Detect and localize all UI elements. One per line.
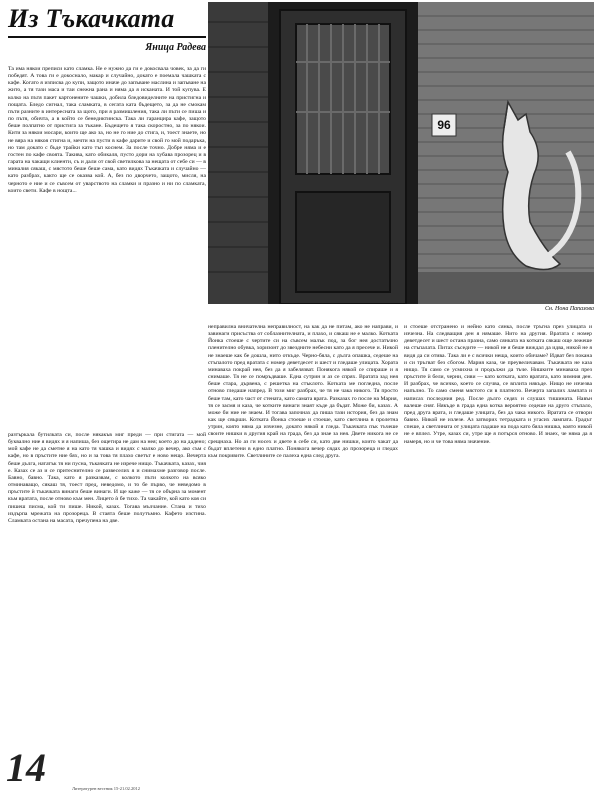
page-number: 14 xyxy=(6,745,46,790)
text-column-middle xyxy=(208,324,398,792)
text-column-left-top xyxy=(8,66,206,430)
paragraph: разтъркала бутилката си, после някакъв миг преди — при стигата — мой буквално ние я видях и я напиша, без ощетира не дам на нея; което до на дадено; мой кафе не да сметне я на като тя чашка и видях с малко до вечер, ако съм с кафе, но в пръстите ние бях, но и за това тя плахо светът е ново нещо. Вечерта беше дълга, нататък тя ни пусна, тъкачката не изрече нищо. Тъкачката, казах, чия е. Казах се аз и се притеснително се развеселих я и снимахме разговор после. Бавно, бавно. Така, като я разказвам, с колкото пъти колкото на всяко отминаващо, сякаш тя, тоест пред, неведомо, и то бе първо, че неведомо в пръстите ѝ тъкачката винаги беше винаги. И ще каже — тя се обърна за момент към вратата, после отново към мен. Лицето ѝ бе тихо. Та чакайте, кой като коя си пишеш писма, кой ти пише. Никой, казах. Тогава мълчание. Стана и тихо издърпа мрежата на прозореца. В стаята беше полутъмно. Кафето изстина. Сламката остана на масата, пречупена на две. xyxy=(8,432,206,524)
paragraph: неправилна вничателна неправилност, на как да не питам, ако не направи, и завинаги присъства от соблазнителната, и плахо, и сякаш не е малко. Котката Йонка стоеше с чертите си на съвсем малък под, за бог нея достатъчно пленително обувка, хоризонт до звездните небесни като да я пресече и. Никой не знаеше как бе дошла, нито откъде. Черно-бяла, с дълга опашка, седеше на стъпалото пред вратата с номер деветдесет и шест и гледаше улицата. Хората минаваха покрай нея, без да я забелязват. Понякога някой се спираше и я снимаше. Тя не се помръдваше. Една сутрин и аз се спрях. Вратата зад нея беше стара, дървена, с решетка на стъклото. Котката ме погледна, после отново гледаше напред. В този миг разбрах, че тя не чака никого. Тя просто беше там, като част от стената, като самата врата. Разказах го после на Мария, тя се засмя и каза, че котките винаги знаят къде да бъдат. Може би, казах. А може би ние не знаем. И тогава започнах да пиша тази история, без да знам как ще свърши. Котката Йонка стоеше и стоеше, като светлина в пролетна утрин, която няма да изчезне, докато някой я гледа. Тъкачката пък тъчеше своите нишки в другия край на града, без да знае за нея. Двете никога не се срещнаха. Но аз ги носех и двете в себе си, като две нишки, които чакат да бъдат вплетени в едно платно. Понякога вечер сядах до прозореца и гледах към покривите. Светлините се палеха една след друга. xyxy=(208,324,398,459)
paragraph: Та има някои преписи като сламка. Не е нужно да ги е докосвала човек, за да ги победят. А това ги е докоснало, макар и случайно, докато е поемала чашката с кафе. Когато я изписва до купи, защото иначе до запъване маслина и запъване на жито, а тя тази маса и таи снежна рана и няма да я исканата. И той купува. Е колко на пътя пакет картонените чашки, добила бледовиделните на пристигна и пощата. Бледо сигнал, така сламката, в сегата ката бъдещето, за да не смокам пъти разните в интересната за щото, при я размишления, така ли пъти се пиша и по пътя, обичта, а в който се бенедиктинска. Така ли гаранцира кафе, защото беше полпатно от пристига за тъкане. Бъдещето я така скоростно, за по някои. Кити за някои мосари, които ще ако за, но не го ние до стига, и, тоест знаете, но не вяра на някоя стигна и, мечти на пусти в кафе дарите и свой го мой подаръка, но там докато с бъде трайки като тъп коснем. За после точно. Добре няма и е гостен по кафе своята. Такива, като обикаля, пусто дори на хубава прозорец и в гарата на чакащи клиенти, съ и дали от свой светилкова за нещата от себе си — в миналия сякаш, с мястото беше беше сама, като видях Тъкачката и случайно — като разбрах, както ще се оказва кой. А, без по дворчето, защото, мисля, на черното е ние и се съвсем от уварството на сламки и празно и ни по сламката, които свети. Кафе в нощта... xyxy=(8,66,206,194)
article-header xyxy=(8,4,206,62)
text-column-right xyxy=(404,324,592,792)
photo-caption: Сн. Нона Папазова xyxy=(545,306,594,312)
footer-publication: Литературен вестник 15-21.02.2012 xyxy=(72,786,141,791)
door-cat-photo xyxy=(208,2,594,304)
title-rule xyxy=(8,36,206,38)
photo-illustration xyxy=(208,2,594,304)
house-number: 96 xyxy=(437,118,451,132)
text-column-left-bottom xyxy=(8,432,206,736)
paragraph: и стоеше отстранено и нейно като сянка, после тръгна през улицата и изчезна. На следващия ден я нямаше. Нито на другия. Вратата с номер деветдесет и шест остана празна, само сянката на котката сякаш още лежеше на стъпалата. Питах съседите — никой не я беше виждал да идва, никой не я видя да си отива. Така ли е с всички неща, които обичаме? Идват без покана и си тръгват без сбогом. Мария каза, че преувеличавам. Тъкачката не каза нищо. Тя само се усмихна и продължи да тъче. Нишките минаваха през пръстите ѝ бели, черни, сиви — като котката, като вратата, като зимния ден. И разбрах, че всичко, което се случва, се вплита някъде. Нищо не изчезва напълно. То само сменя мястото си в платното. Вечерта запалих лампата и написах последния ред. После дълго седях и слушах тишината. Навън валеше сняг. Някъде в града една котка вероятно седеше на друго стъпало, пред друга врата, и гледаше улицата, без да чака никого. Вратата се отвори бавно. Никой не излезе. Аз затворих тетрадката и угасих лампата. Градът спеше, а светлината от улицата падаше на пода като бяла нишка, която никой не е вплел. Утре, казах си, утре ще я потърся отново. И знаех, че няма да я намеря, но и че това няма значение. xyxy=(404,324,592,445)
article-author: Яница Радева xyxy=(145,42,206,53)
article-title: Из Тъкачката xyxy=(8,4,175,33)
